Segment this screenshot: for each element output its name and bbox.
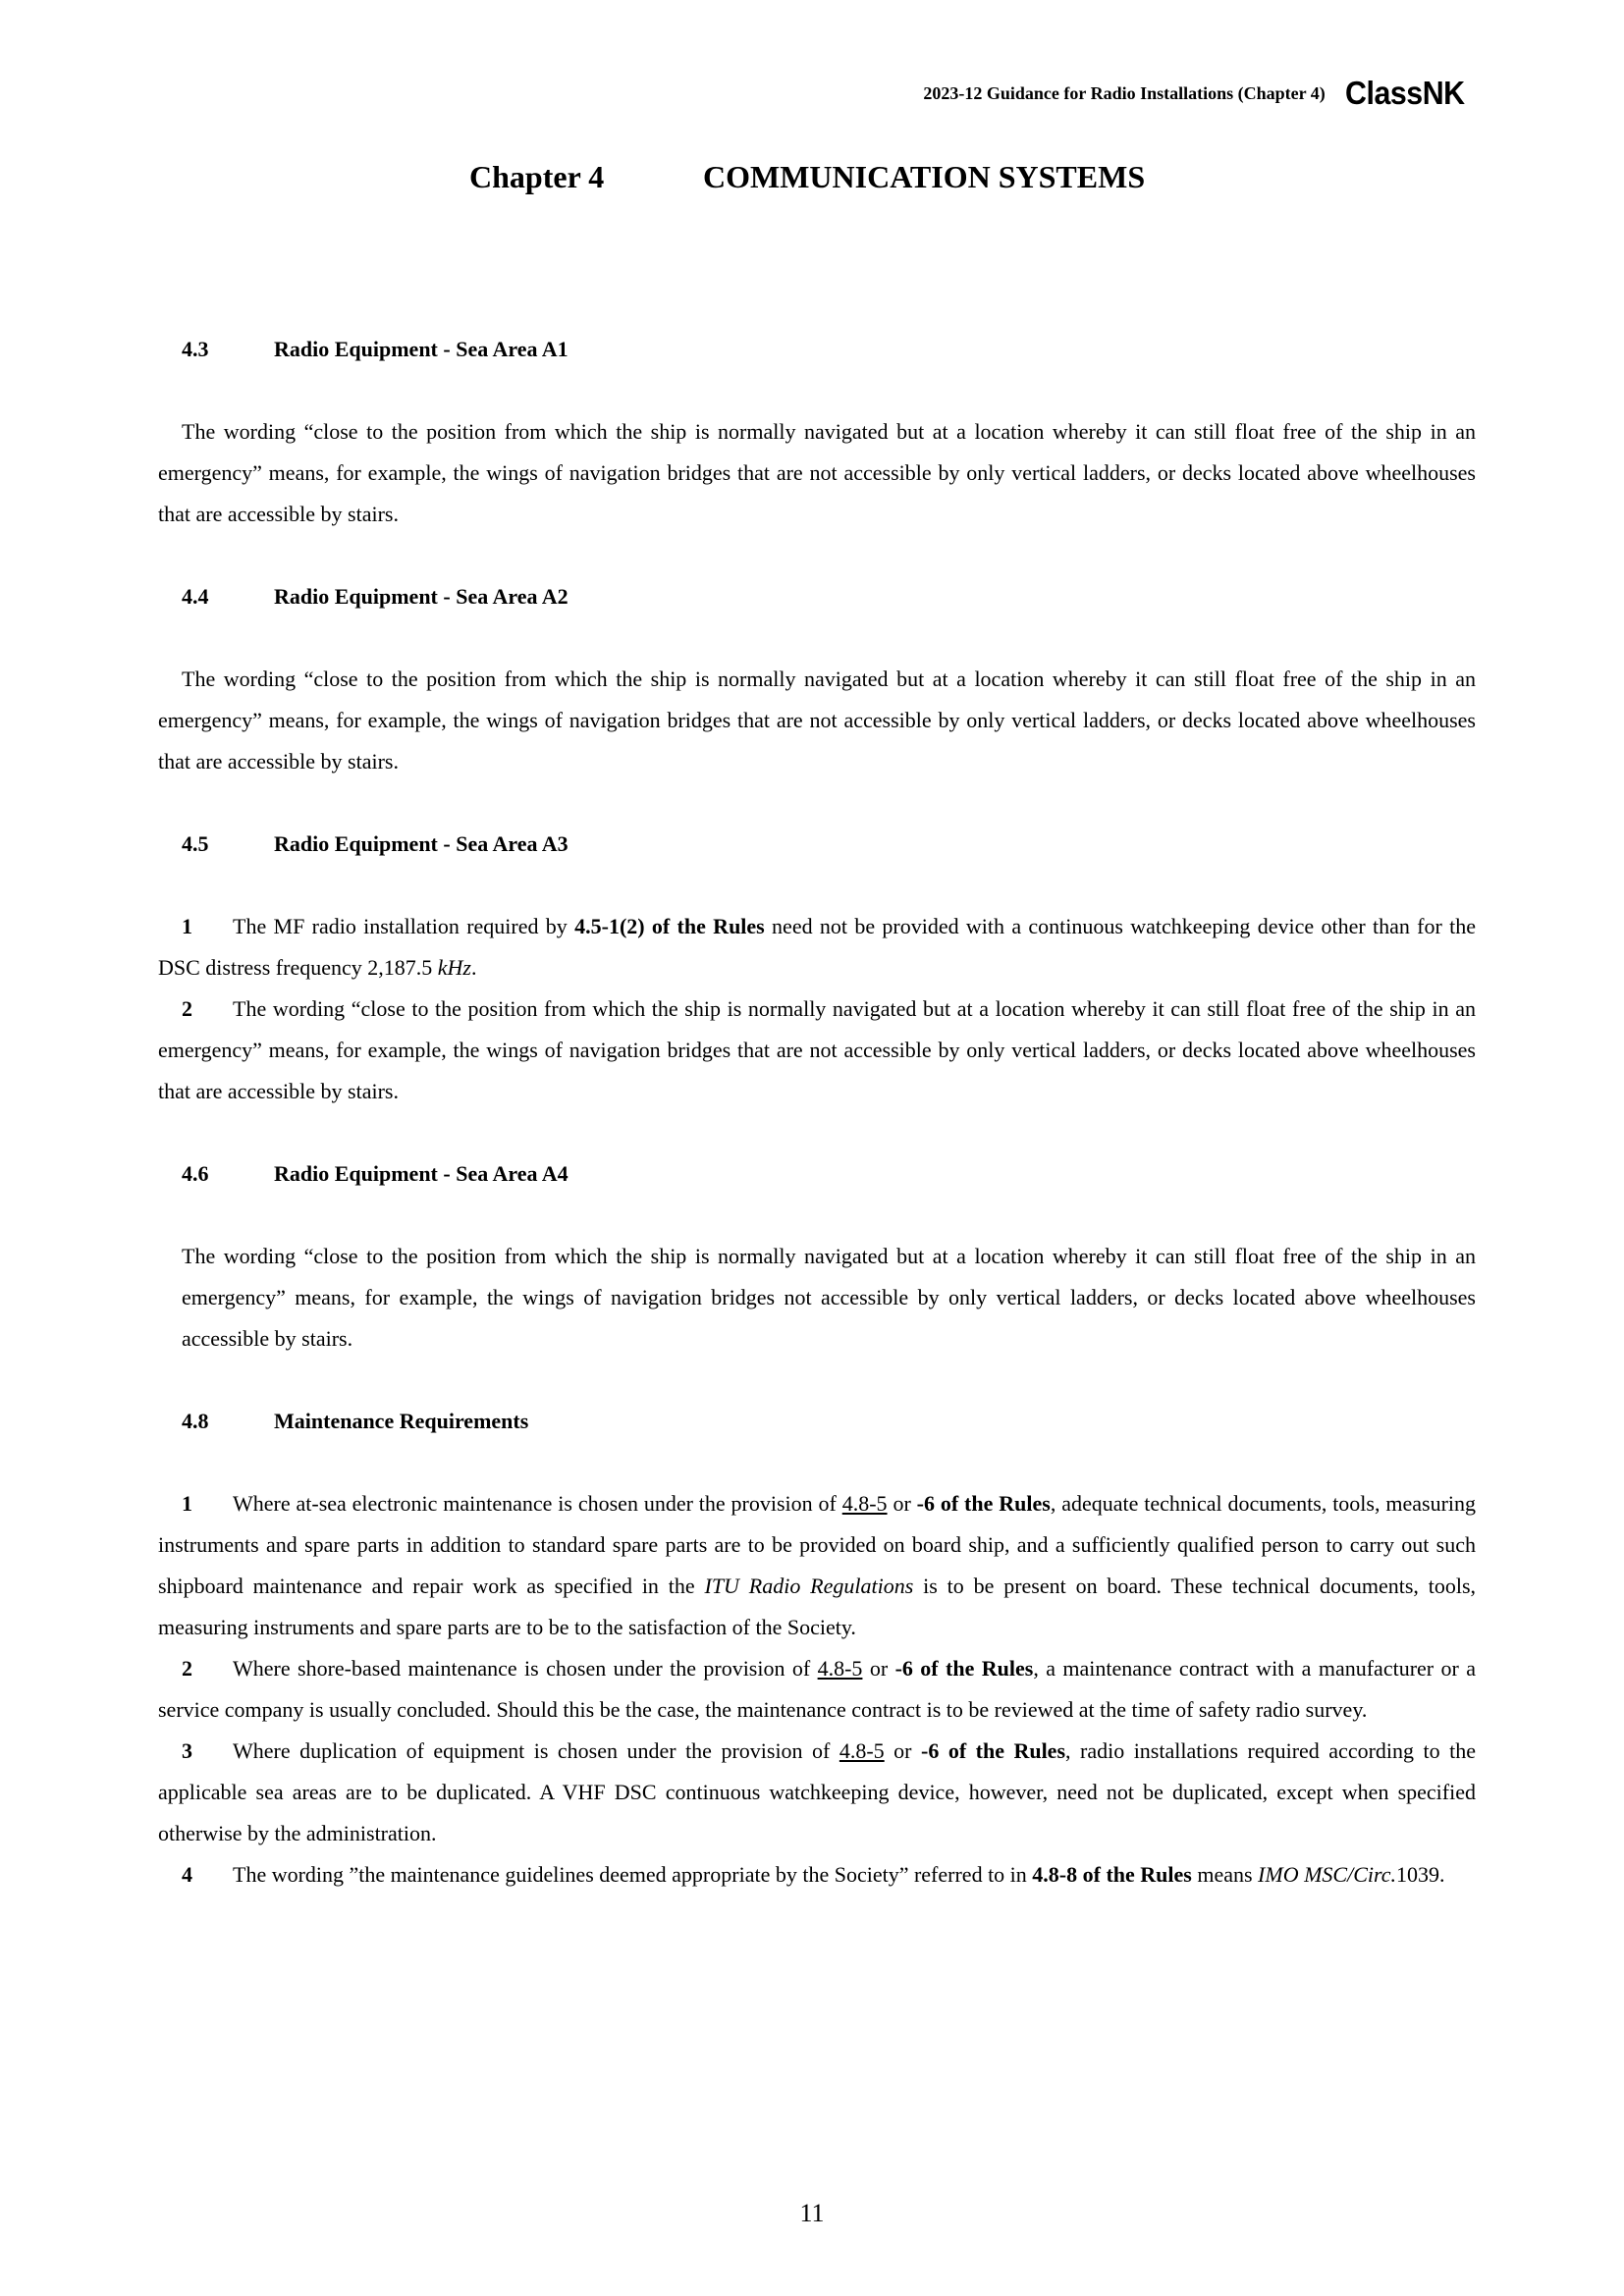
paragraph: The wording “close to the position from which the ship is normally navigated but at a location whereby it can still float free of the ship in an emergency” means, for example, the wings of navigation bridges not accessible by only vertical ladders, or decks located above wheelhouses accessible by stairs. <box>182 1244 1476 1351</box>
rule-reference: 4.5-1(2) of the Rules <box>574 914 765 938</box>
paragraph-number: 4 <box>182 1862 192 1887</box>
rule-reference: -6 of the Rules <box>916 1491 1051 1516</box>
section-heading <box>182 329 1476 370</box>
rule-link[interactable]: 4.8-5 <box>839 1738 885 1763</box>
section-heading <box>182 576 1476 617</box>
paragraph-number: 3 <box>182 1738 192 1763</box>
text-run: Where shore-based maintenance is chosen under the provision of <box>233 1656 818 1681</box>
section-heading <box>182 1401 1476 1442</box>
page-header <box>923 75 1475 112</box>
section-number: 4.3 <box>182 337 209 361</box>
section-number: 4.6 <box>182 1161 209 1186</box>
section-4-3 <box>158 329 1476 535</box>
section-4-4 <box>158 576 1476 782</box>
section-title: Radio Equipment - Sea Area A3 <box>274 831 568 856</box>
itu-reference: ITU Radio Regulations <box>704 1574 914 1598</box>
numbered-paragraph <box>158 1731 1476 1854</box>
numbered-paragraph <box>158 1483 1476 1648</box>
rule-link[interactable]: 4.8-5 <box>841 1491 888 1516</box>
text-run: or <box>884 1738 921 1763</box>
document-body <box>158 329 1476 1896</box>
section-title: Radio Equipment - Sea Area A4 <box>274 1161 568 1186</box>
classnk-logo: ClassNK <box>1344 75 1465 111</box>
text-run: need not be provided with a continuous watchkeeping device other than for the DSC distress frequency 2,187.5 <box>158 914 1476 980</box>
section-heading <box>182 1153 1476 1195</box>
numbered-paragraph <box>158 988 1476 1112</box>
section-title: Radio Equipment - Sea Area A1 <box>274 337 568 361</box>
rule-reference: 4.8-8 of the Rules <box>1032 1862 1192 1887</box>
page-number: 11 <box>799 2199 825 2227</box>
text-run: The wording “close to the position from which the ship is normally navigated but at a location whereby it can still float free of the ship in an emergency” means, for example, the wings of navigation bridges that are not accessible by only vertical ladders, or decks located above wheelhouses that are accessible by stairs. <box>158 996 1476 1103</box>
text-run: 1039. <box>1396 1862 1445 1887</box>
paragraph-number: 2 <box>182 1656 192 1681</box>
text-run: . <box>470 955 477 980</box>
numbered-paragraph <box>158 906 1476 988</box>
section-4-5 <box>158 824 1476 1112</box>
text-run: , radio installations required according to the applicable sea areas are to be duplicated. A VHF DSC continuous watchkeeping device, however, need not be duplicated, except when specified otherwise by the administration. <box>158 1738 1476 1845</box>
text-run: means <box>1191 1862 1259 1887</box>
section-title: Maintenance Requirements <box>274 1409 529 1433</box>
rule-reference: -6 of the Rules <box>894 1656 1034 1681</box>
paragraph: The wording “close to the position from which the ship is normally navigated but at a location whereby it can still float free of the ship in an emergency” means, for example, the wings of navigation bridges that are not accessible by only vertical ladders, or decks located above wheelhouses that are accessible by stairs. <box>158 419 1476 526</box>
chapter-title <box>469 159 1145 195</box>
text-run: or <box>887 1491 917 1516</box>
section-4-8 <box>158 1401 1476 1896</box>
section-title: Radio Equipment - Sea Area A2 <box>274 584 568 609</box>
section-4-6 <box>158 1153 1476 1360</box>
section-heading <box>182 824 1476 865</box>
rule-link[interactable]: 4.8-5 <box>817 1656 863 1681</box>
text-run: Where duplication of equipment is chosen under the provision of <box>233 1738 839 1763</box>
numbered-paragraph <box>158 1854 1476 1896</box>
paragraph-number: 1 <box>182 1491 192 1516</box>
numbered-paragraph <box>158 1648 1476 1731</box>
paragraph: The wording “close to the position from which the ship is normally navigated but at a location whereby it can still float free of the ship in an emergency” means, for example, the wings of navigation bridges that are not accessible by only vertical ladders, or decks located above wheelhouses that are accessible by stairs. <box>158 667 1476 774</box>
rule-reference: -6 of the Rules <box>921 1738 1066 1763</box>
section-number: 4.8 <box>182 1409 209 1433</box>
chapter-number: Chapter 4 <box>469 159 605 194</box>
imo-reference: IMO MSC/Circ. <box>1258 1862 1396 1887</box>
text-run: The wording ”the maintenance guidelines deemed appropriate by the Society” referred to in <box>233 1862 1033 1887</box>
text-run: The MF radio installation required by <box>233 914 575 938</box>
text-run: , adequate technical documents, tools, measuring instruments and spare parts in addition to standard spare parts are to be provided on board ship, and a sufficiently qualified person to carry out such shipboard maintenance and repair work as specified in the <box>158 1491 1477 1598</box>
unit: kHz <box>437 955 471 980</box>
chapter-name: COMMUNICATION SYSTEMS <box>703 159 1146 194</box>
header-text: 2023-12 Guidance for Radio Installations (Chapter 4) <box>923 82 1326 103</box>
paragraph-number: 2 <box>182 996 192 1021</box>
text-run: , a maintenance contract with a manufacturer or a service company is usually concluded. Should this be the case, the maintenance contract is to be reviewed at the time of safety radio survey. <box>158 1656 1476 1722</box>
section-number: 4.5 <box>182 831 209 856</box>
text-run: Where at-sea electronic maintenance is chosen under the provision of <box>233 1491 842 1516</box>
section-number: 4.4 <box>182 584 209 609</box>
paragraph-number: 1 <box>182 914 192 938</box>
text-run: is to be present on board. These technical documents, tools, measuring instruments and spare parts are to be to the satisfaction of the Society. <box>158 1574 1477 1639</box>
text-run: or <box>862 1656 895 1681</box>
